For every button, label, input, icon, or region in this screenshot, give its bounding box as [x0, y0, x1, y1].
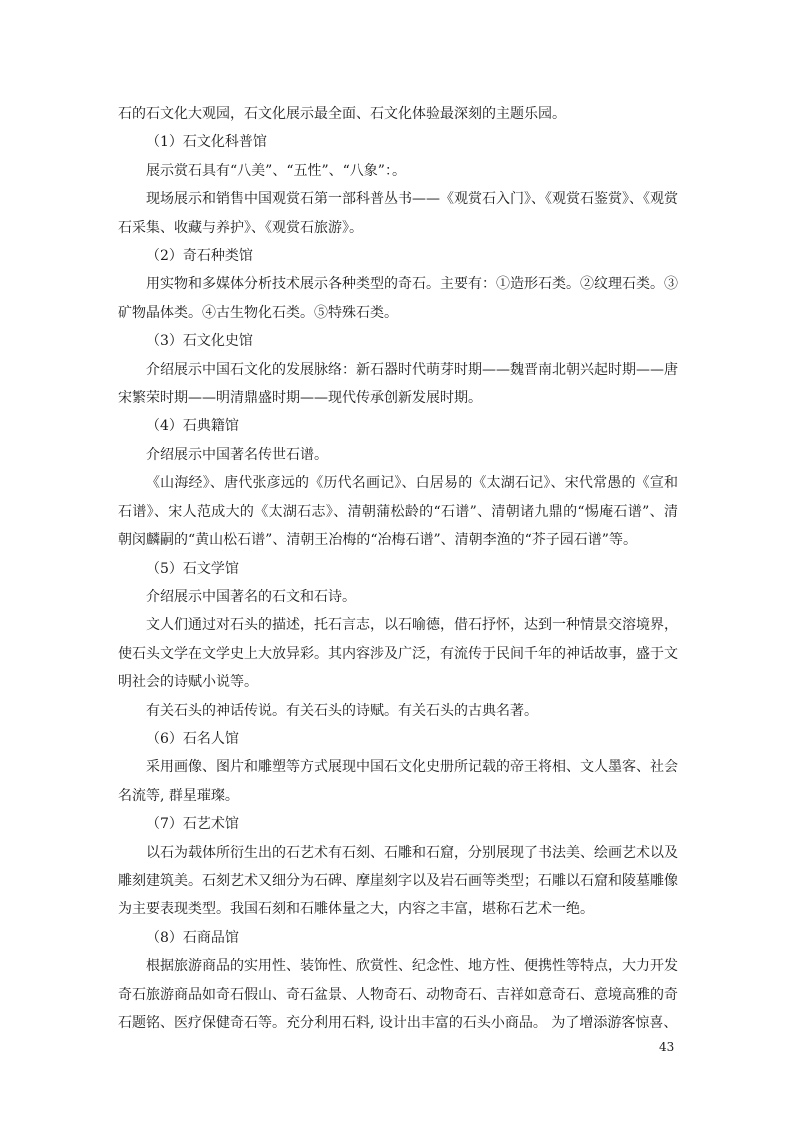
section-heading-2: （2）奇石种类馆	[146, 248, 253, 265]
paragraph: 介绍展示中国著名传世石谱。	[146, 446, 328, 463]
paragraph: 根据旅游商品的实用性、装饰性、欣赏性、纪念性、地方性、便携性等特点，大力开发奇石旅游商品如奇石假山、奇石盆景、人物奇石、动物奇石、吉祥如意奇石、意境高雅的奇石题铭、医疗保健奇石等。充分利用石料, 设计出丰富的石头小商品。 为了增添游客惊喜、	[118, 958, 678, 1031]
paragraph: 文人们通过对石头的描述，托石言志，以石喻德，借石抒怀，达到一种情景交溶境界，使石头文学在文学史上大放异彩。其内容涉及广泛，有流传于民间千年的神话故事，盛于文明社会的诗赋小说等。	[118, 617, 678, 691]
paragraph-continuation: 石的石文化大观园，石文化展示最全面、石文化体验最深刻的主题乐园。	[118, 106, 566, 122]
section-heading-5: （5）石文学馆	[146, 560, 239, 577]
paragraph: 介绍展示中国著名的石文和石诗。	[146, 588, 356, 605]
section-heading-3: （3）石文化史馆	[146, 333, 253, 350]
paragraph: 以石为载体所衍生出的石艺术有石刻、石雕和石窟，分别展现了书法美、绘画艺术以及雕刻建筑美。石刻艺术又细分为石碑、摩崖刻字以及岩石画等类型；石雕以石窟和陵墓雕像为主要表现类型。我国石刻和石雕体量之大，内容之丰富，堪称石艺术一绝。	[118, 844, 678, 918]
section-heading-6: （6）石名人馆	[146, 730, 239, 747]
paragraph: 展示赏石具有“八美”、“五性”、“八象”：。	[146, 162, 406, 179]
paragraph: 介绍展示中国石文化的发展脉络：新石器时代萌芽时期——魏晋南北朝兴起时期——唐宋繁荣时期——明清鼎盛时期——现代传承创新发展时期。	[118, 361, 678, 407]
paragraph: 采用画像、图片和雕塑等方式展现中国石文化史册所记载的帝王将相、文人墨客、社会名流等, 群星璀璨。	[118, 759, 678, 804]
paragraph: 用实物和多媒体分析技术展示各种类型的奇石。主要有：①造形石类。②纹理石类。③矿物晶体类。④古生物化石类。⑤特殊石类。	[118, 276, 678, 321]
paragraph: 现场展示和销售中国观赏石第一部科普丛书——《观赏石入门》、《观赏石鉴赏》、《观赏石采集、收藏与养护》、《观赏石旅游》。	[118, 191, 678, 236]
body-text	[118, 100, 678, 1037]
paragraph: 《山海经》、唐代张彦远的《历代名画记》、白居易的《太湖石记》、宋代常愚的《宣和石谱》、宋人范成大的《太湖石志》、清朝蒲松龄的“石谱”、清朝诸九鼎的“惕庵石谱”、清朝闵麟嗣的“黄山松石谱”、清朝王冶梅的“冶梅石谱”、清朝李渔的“芥子园石谱”等。	[118, 475, 678, 549]
section-heading-8: （8）石商品馆	[146, 929, 239, 946]
section-heading-1: （1）石文化科普馆	[146, 134, 267, 151]
page-number: 43	[659, 1040, 675, 1054]
section-heading-7: （7）石艺术馆	[146, 816, 239, 833]
paragraph: 有关石头的神话传说。有关石头的诗赋。有关石头的古典名著。	[146, 702, 538, 719]
section-heading-4: （4）石典籍馆	[146, 418, 239, 435]
